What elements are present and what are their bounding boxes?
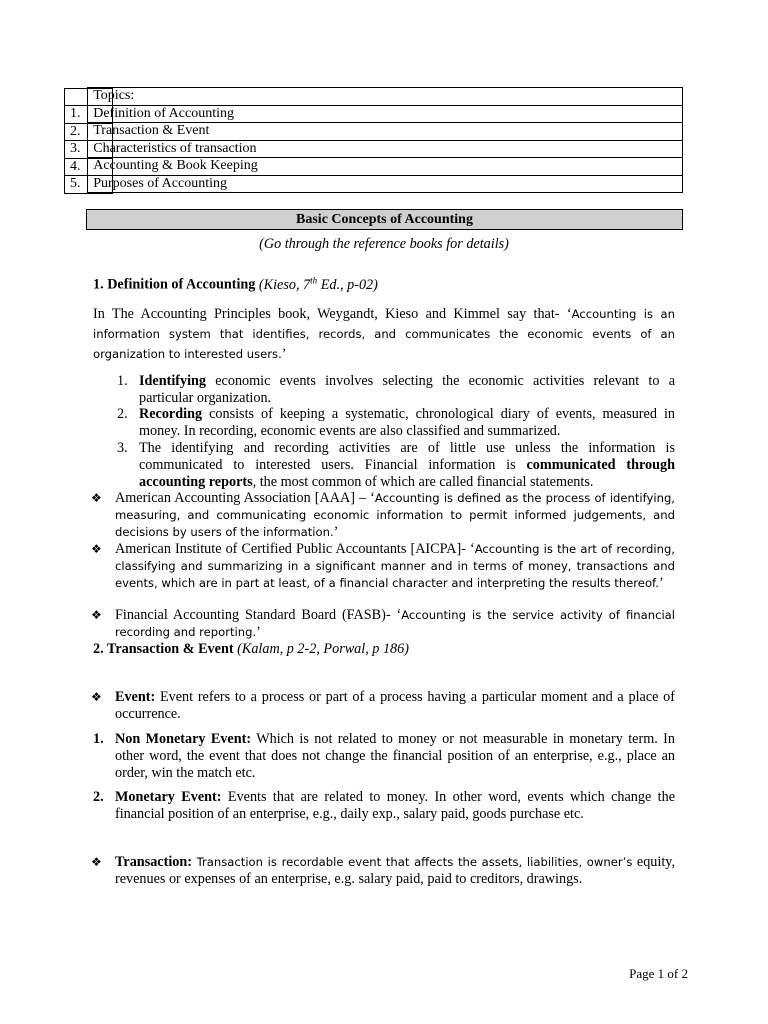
bullet-icon: ❖	[91, 491, 102, 505]
list-item: 2. Monetary Event: Events that are related to money. In other word, events which change the financial position of an enterprise, e.g., daily exp., salary paid, goods purchase etc.	[93, 789, 676, 822]
list-item: ❖ Event: Event refers to a process or part of a process having a particular moment and a place of occurrence.	[91, 689, 675, 722]
table-row: 3. Characteristics of transaction	[86, 140, 683, 158]
list-item: 3. The identifying and recording activities are of little use unless the information is communicated to interested users. Financial information is communicated through accounting reports, the most common of which are called financial statements.	[117, 440, 675, 490]
section-1-heading: 1. Definition of Accounting (Kieso, 7th Ed., p-02)	[93, 275, 378, 293]
subtitle: (Go through the reference books for details)	[259, 236, 509, 252]
list-item: 1. Identifying economic events involves selecting the economic activities relevant to a particular organization.	[117, 373, 675, 406]
section-banner: Basic Concepts of Accounting	[86, 209, 683, 230]
table-row: 4. Accounting & Book Keeping	[86, 158, 683, 176]
table-row: 5. Purposes of Accounting	[86, 175, 683, 193]
page-number: Page 1 of 2	[629, 966, 688, 981]
topics-header: Topics:	[88, 88, 683, 106]
bullet-icon: ❖	[91, 542, 102, 556]
topics-table	[70, 87, 683, 193]
bullet-icon: ❖	[91, 690, 102, 704]
list-item: 2. Recording consists of keeping a systematic, chronological diary of events, measured in money. In recording, economic events are also classified and summarized.	[117, 406, 675, 439]
list-item: ❖ Transaction: Transaction is recordable event that affects the assets, liabilities, owner’s equity, revenues or expenses of an enterprise, e.g. salary paid, paid to creditors, drawings.	[91, 854, 675, 887]
table-row: 1. Definition of Accounting	[86, 105, 683, 123]
list-item: 1. Non Monetary Event: Which is not related to money or not measurable in monetary term. In other word, the event that does not change the financial position of an enterprise, e.g., place an order, win the match etc.	[93, 731, 675, 781]
table-row: 2. Transaction & Event	[86, 123, 683, 141]
section-2-heading: 2. Transaction & Event (Kalam, p 2-2, Porwal, p 186)	[93, 641, 409, 657]
list-item: ❖ American Institute of Certified Public Accountants [AICPA]- ‘Accounting is the art of recording, classifying and summarizing in a significant manner and in terms of money, transactions and events, which are in part at least, of a financial character and interpreting the results thereof.’	[91, 541, 675, 591]
bullet-icon: ❖	[91, 855, 102, 869]
table-row	[86, 88, 683, 106]
definition-intro: In The Accounting Principles book, Weygandt, Kieso and Kimmel say that- ‘Accounting is an information system that identifies, records, and communicates the economic events of an organization to interested users.’	[93, 306, 675, 362]
list-item: ❖ Financial Accounting Standard Board (FASB)- ‘Accounting is the service activity of financial recording and reporting.’	[91, 607, 675, 640]
list-item: ❖ American Accounting Association [AAA] – ‘Accounting is defined as the process of identifying, measuring, and communicating economic information to permit informed judgements, and decisions by users of the information.’	[91, 490, 675, 540]
bullet-icon: ❖	[91, 608, 102, 622]
